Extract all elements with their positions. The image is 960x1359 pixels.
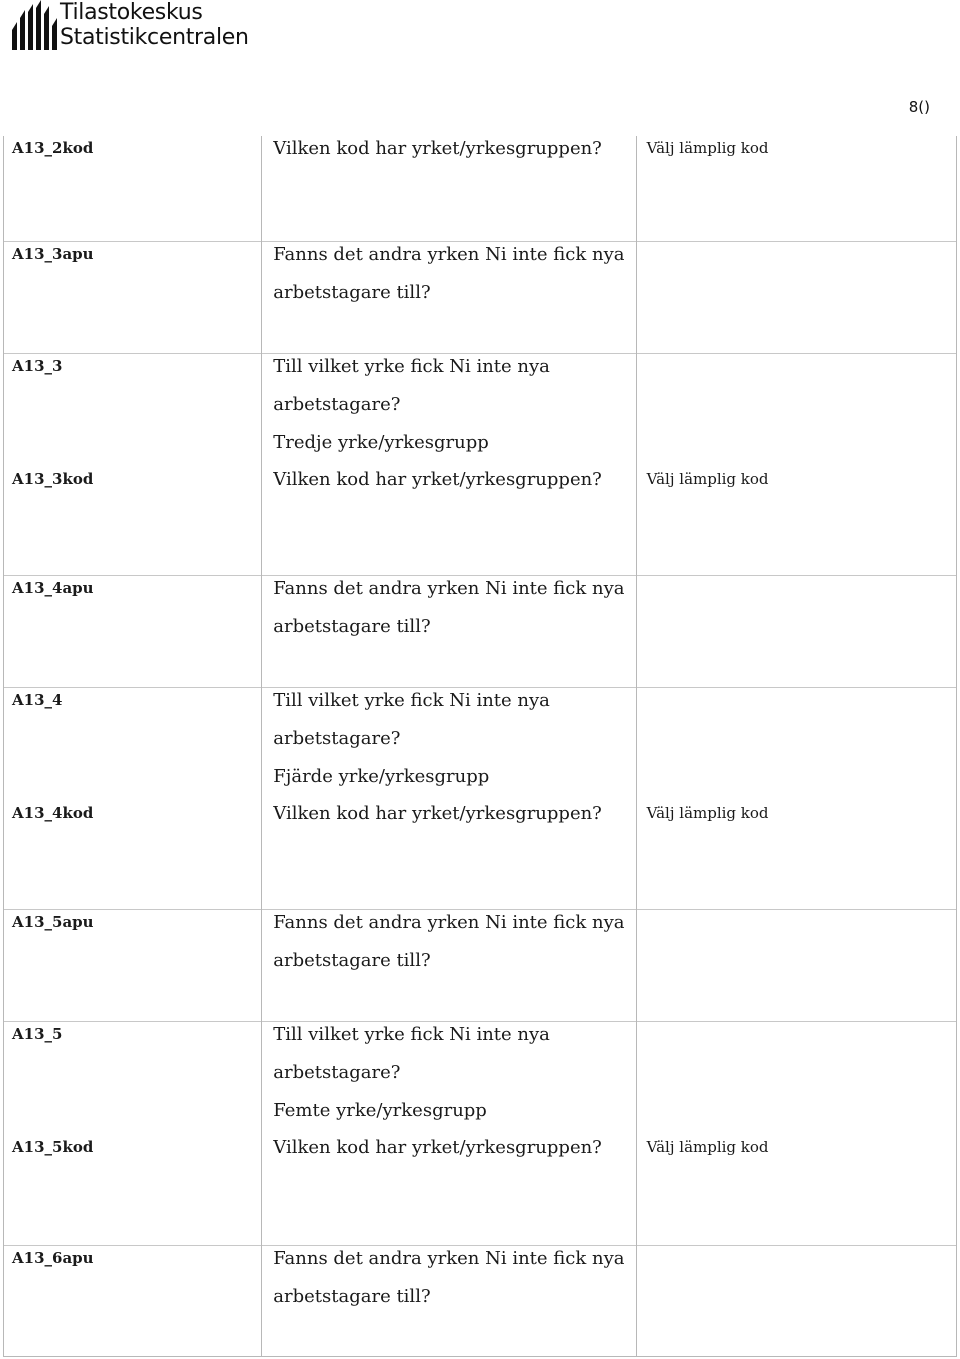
question-line: Till vilket yrke fick Ni inte nya — [273, 1023, 550, 1045]
table-row — [4, 467, 957, 575]
question-line: Vilken kod har yrket/yrkesgruppen? — [273, 1137, 602, 1158]
question-text — [262, 1016, 635, 1130]
question-text — [262, 795, 635, 833]
question-line: arbetstagare? — [273, 393, 401, 415]
question-line: Fanns det andra yrken Ni inte fick nya — [273, 243, 625, 265]
question-line: Vilken kod har yrket/yrkesgruppen? — [273, 803, 602, 824]
question-line: arbetstagare till? — [273, 281, 431, 303]
logo-text-swedish: Statistikcentralen — [60, 25, 249, 50]
answer-instruction: Välj lämplig kod — [646, 139, 769, 157]
answer-cell — [637, 1022, 956, 1025]
question-text — [262, 348, 635, 462]
table-row — [4, 241, 957, 353]
table-row — [4, 1245, 957, 1356]
question-line: Fanns det andra yrken Ni inte fick nya — [273, 1247, 625, 1269]
question-line: Vilken kod har yrket/yrkesgruppen? — [273, 138, 602, 159]
question-text — [262, 904, 635, 980]
answer-instruction: Välj lämplig kod — [646, 804, 769, 822]
table-row — [4, 1135, 957, 1245]
question-line: Till vilket yrke fick Ni inte nya — [273, 355, 550, 377]
answer-cell — [637, 576, 956, 579]
variable-code: A13_2kod — [12, 139, 94, 157]
question-text — [262, 570, 635, 646]
answer-cell — [637, 354, 956, 357]
question-line: Vilken kod har yrket/yrkesgruppen? — [273, 469, 602, 490]
variable-code: A13_5 — [12, 1024, 63, 1043]
question-line: arbetstagare? — [273, 1061, 401, 1083]
variable-code: A13_5kod — [12, 1138, 94, 1156]
answer-cell — [637, 910, 956, 913]
table-row — [4, 687, 957, 801]
table-row — [4, 801, 957, 909]
table-row — [4, 353, 957, 467]
question-line: Till vilket yrke fick Ni inte nya — [273, 689, 550, 711]
variable-code: A13_6apu — [12, 1248, 94, 1267]
question-text — [262, 130, 635, 168]
question-line: arbetstagare? — [273, 727, 401, 749]
question-text — [262, 1129, 635, 1167]
variable-code: A13_4apu — [12, 578, 94, 597]
question-text — [262, 1240, 635, 1316]
question-line: Fanns det andra yrken Ni inte fick nya — [273, 911, 625, 933]
page-number: 8() — [908, 98, 930, 116]
question-line: Fjärde yrke/yrkesgrupp — [273, 765, 490, 787]
question-text — [262, 461, 635, 499]
question-line: Femte yrke/yrkesgrupp — [273, 1099, 487, 1121]
question-table — [3, 136, 957, 1357]
question-line: Fanns det andra yrken Ni inte fick nya — [273, 577, 625, 599]
logo-text-finnish: Tilastokeskus — [60, 0, 203, 25]
variable-code: A13_5apu — [12, 912, 94, 931]
table-row — [4, 1021, 957, 1135]
variable-code: A13_3 — [12, 356, 63, 375]
answer-cell — [637, 1246, 956, 1249]
answer-instruction: Välj lämplig kod — [646, 1138, 769, 1156]
question-line: arbetstagare till? — [273, 949, 431, 971]
variable-code: A13_3kod — [12, 470, 94, 488]
variable-code: A13_4 — [12, 690, 63, 709]
answer-instruction: Välj lämplig kod — [646, 470, 769, 488]
table-row — [4, 136, 957, 241]
question-text — [262, 682, 635, 796]
variable-code: A13_3apu — [12, 244, 94, 263]
question-line: arbetstagare till? — [273, 1285, 431, 1307]
logo — [10, 0, 270, 56]
statistics-finland-logo-icon — [10, 0, 62, 52]
table-row — [4, 909, 957, 1021]
variable-code: A13_4kod — [12, 804, 94, 822]
question-line: Tredje yrke/yrkesgrupp — [273, 431, 489, 453]
table-row — [4, 575, 957, 687]
answer-cell — [637, 688, 956, 691]
question-line: arbetstagare till? — [273, 615, 431, 637]
question-text — [262, 236, 635, 312]
answer-cell — [637, 242, 956, 245]
